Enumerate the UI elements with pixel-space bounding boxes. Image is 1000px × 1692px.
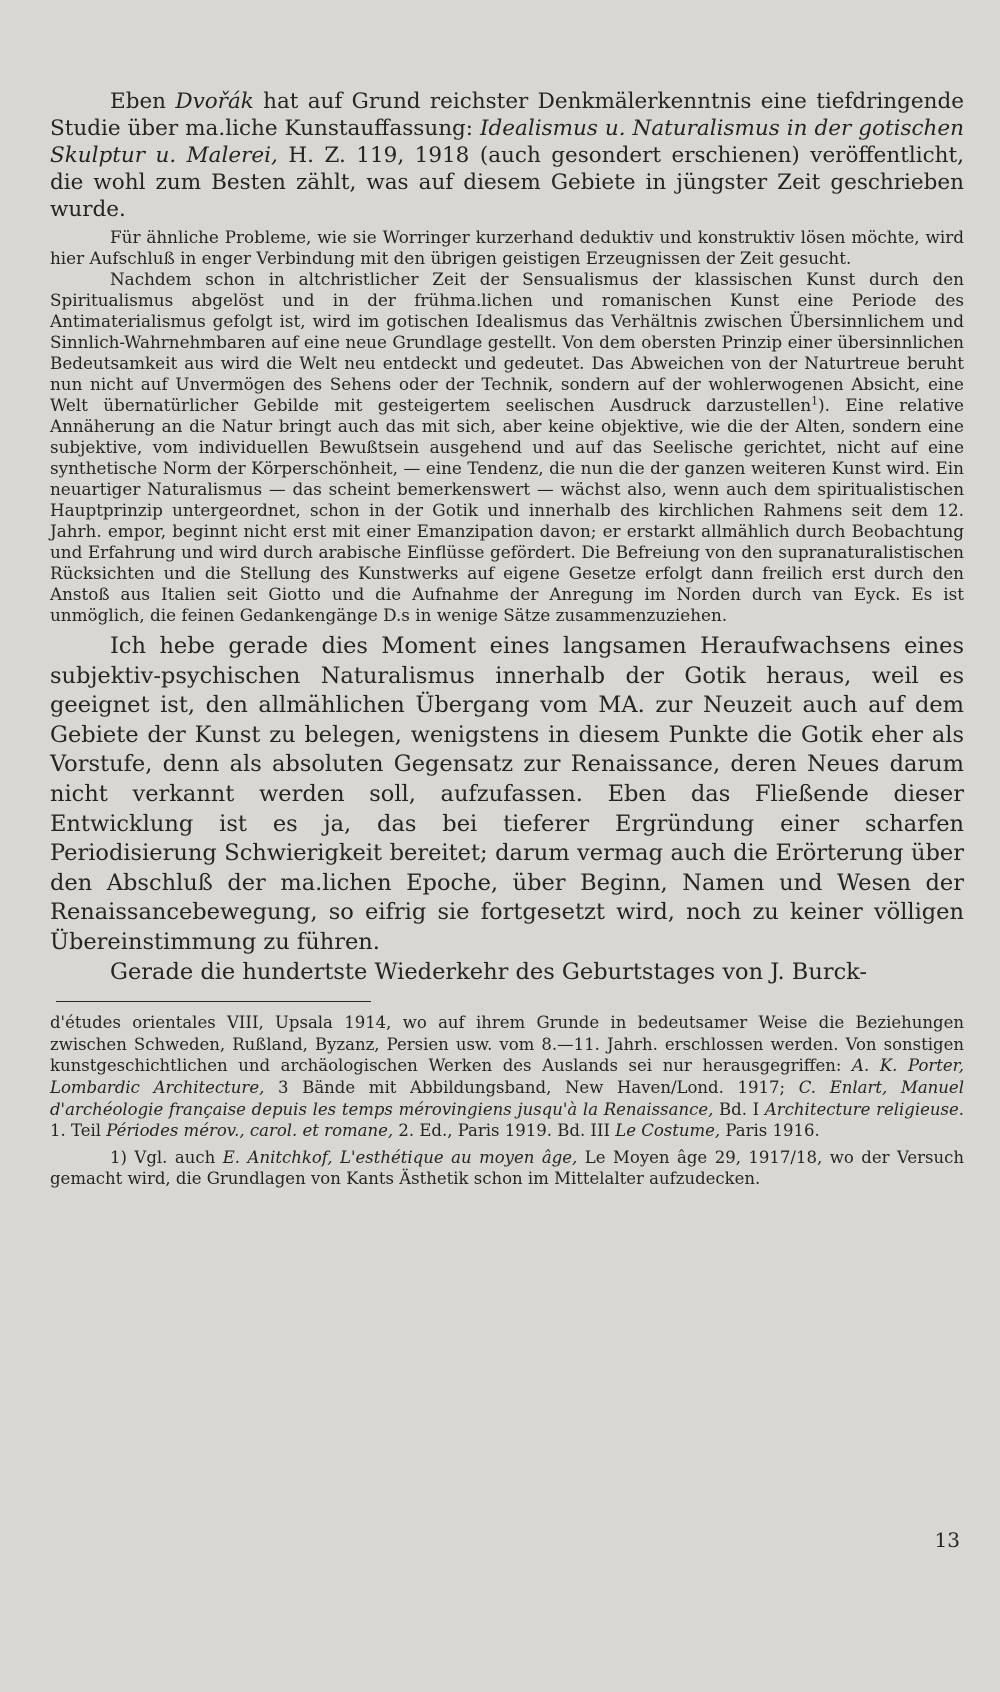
paragraph-worringer: Für ähnliche Probleme, wie sie Worringer kurzerhand deduktiv und konstruktiv lösen möchte, wird hier Aufschluß in enger Verbindung mit den übrigen geistigen Erzeugnissen der Zeit gesucht. bbox=[50, 227, 964, 268]
citation-porter: A. K. Porter, Lombardic Architecture, bbox=[50, 1056, 964, 1097]
citation-periodes: Périodes mérov., carol. et romane, bbox=[106, 1121, 394, 1141]
citation-enlart: C. Enlart, Manuel d'archéologie française depuis les temps mérovingiens jusqu'à la Renaissance, bbox=[50, 1077, 964, 1119]
work-title: Idealismus u. Naturalismus in der gotischen Skulptur u. Malerei, bbox=[50, 116, 964, 168]
text-run: hat auf Grund reichster Denkmälerkenntnis eine tiefdringende Studie über ma.liche Kunstauffassung: bbox=[50, 89, 964, 141]
text-run: Paris 1916. bbox=[720, 1121, 820, 1141]
text-run: Nachdem schon in altchristlicher Zeit der Sensualismus der klassischen Kunst durch den Spiritualismus abgelöst und in der frühma.lichen und romanischen Kunst eine Periode des Antimaterialismus gefolgt ist, wird im gotischen Idealismus das Verhältnis zwischen Übersinnlichem und Sinnlich-Wahrnehmbaren auf eine neue Grundlage gestellt. Von dem obersten Prinzip einer übersinnlichen Bedeutsamkeit aus wird die Welt neu entdeckt und gedeutet. Das Abweichen von der Naturtreue beruht nun nicht auf Unvermögen des Sehens oder der Technik, sondern auf der wohlerwogenen Absicht, eine Welt übernatürlicher Gebilde mit gesteigertem seelischen Ausdruck darzustellen bbox=[50, 269, 964, 415]
footnote-continued bbox=[50, 1012, 964, 1142]
text-run: ). Eine relative Annäherung an die Natur bringt auch das mit sich, aber keine objektive, wie die der Alten, sondern eine subjektive, vom individuellen Bewußtsein ausgehend und auf das Seelische gerichtet, nicht auf eine synthetische Norm der Körperschönheit, — eine Tendenz, die nun die der ganzen weiteren Kunst wird. Ein neuartiger Naturalismus — das scheint bemerkenswert — wächst also, wenn auch dem spiritualistischen Hauptprinzip untergeordnet, schon in der Gotik und innerhalb des kirchlichen Rahmens seit dem 12. Jahrh. empor, beginnt nicht erst mit einer Emanzipation davon; er erstarkt allmählich durch Beobachtung und Erfahrung und wird durch arabische Einflüsse gefördert. Die Befreiung von den supranaturalistischen Rücksichten und die Stellung des Kunstwerks auf eigene Gesetze erfolgt dann freilich erst durch den Anstoß aus Italien seit Giotto und die Aufnahme der Anregung im Norden durch van Eyck. Es ist unmöglich, die feinen Gedankengänge D.s in wenige Sätze zusammenzuziehen. bbox=[50, 395, 964, 625]
footnote-divider bbox=[56, 1001, 371, 1002]
paragraph-burckhardt: Gerade die hundertste Wiederkehr des Geburtstages von J. Burck- bbox=[110, 958, 868, 985]
text-run: 3 Bände mit Abbildungsband, New Haven/Lond. 1917; bbox=[264, 1077, 799, 1097]
citation-architecture: Architecture religieuse. bbox=[764, 1099, 965, 1119]
paragraph-gotik: Ich hebe gerade dies Moment eines langsamen Heraufwachsens eines subjektiv-psychischen Naturalismus innerhalb der Gotik heraus, weil es geeignet ist, den allmählichen Übergang vom MA. zur Neuzeit auch auf dem Gebiete der Kunst zu belegen, wenigstens in diesem Punkte die Gotik eher als Vorstufe, denn als absoluten Gegensatz zur Renaissance, deren Neues darum nicht verkannt werden soll, aufzufassen. Eben das Fließende dieser Entwicklung ist es ja, das bei tieferer Ergründung einer scharfen Periodisierung Schwierigkeit bereitet; darum vermag auch die Erörterung über den Abschluß der ma.lichen Epoche, über Beginn, Namen und Wesen der Renaissancebewegung, so eifrig sie fortgesetzt wird, noch zu keiner völligen Übereinstimmung zu führen. bbox=[50, 633, 964, 955]
text-run: Eben bbox=[110, 89, 176, 114]
page-number: 13 bbox=[934, 1528, 960, 1552]
text-run: d'études orientales VIII, Upsala 1914, wo auf ihrem Grunde in bedeutsamer Weise die Beziehungen zwischen Schweden, Rußland, Byzanz, Persien usw. vom 8.—11. Jahrh. erschlossen werden. Von sonstigen kunstgeschichtlichen und archäologischen Werken des Auslands sei nur herausgegriffen: bbox=[50, 1013, 964, 1076]
footnote-1 bbox=[50, 1147, 964, 1190]
main-text-top bbox=[50, 88, 964, 223]
footnotes bbox=[50, 1012, 964, 1190]
text-run: Le Moyen âge 29, 1917/18, wo der Versuch gemacht wird, die Grundlagen von Kants Ästhetik schon im Mittelalter aufzudecken. bbox=[50, 1147, 964, 1189]
text-run: Bd. I bbox=[713, 1099, 765, 1119]
citation-anitchkof: E. Anitchkof, L'esthétique au moyen âge, bbox=[222, 1147, 578, 1167]
text-run: H. Z. 119, 1918 (auch gesondert erschienen) veröffentlicht, die wohl zum Besten zählt, was auf diesem Gebiete in jüngster Zeit geschrieben wurde. bbox=[50, 143, 964, 222]
paragraph-naturalismus bbox=[50, 269, 964, 626]
footnote-marker: 1 bbox=[811, 394, 819, 408]
citation-costume: Le Costume, bbox=[615, 1121, 721, 1141]
main-text-bottom bbox=[50, 632, 964, 987]
text-run: 2. Ed., Paris 1919. Bd. III bbox=[393, 1121, 616, 1141]
author-name: Dvořák bbox=[175, 89, 254, 114]
small-print-section bbox=[50, 227, 964, 626]
text-run: 1. Teil bbox=[50, 1121, 107, 1141]
paragraph-dvorak bbox=[50, 88, 964, 223]
text-run: 1) Vgl. auch bbox=[110, 1147, 223, 1167]
